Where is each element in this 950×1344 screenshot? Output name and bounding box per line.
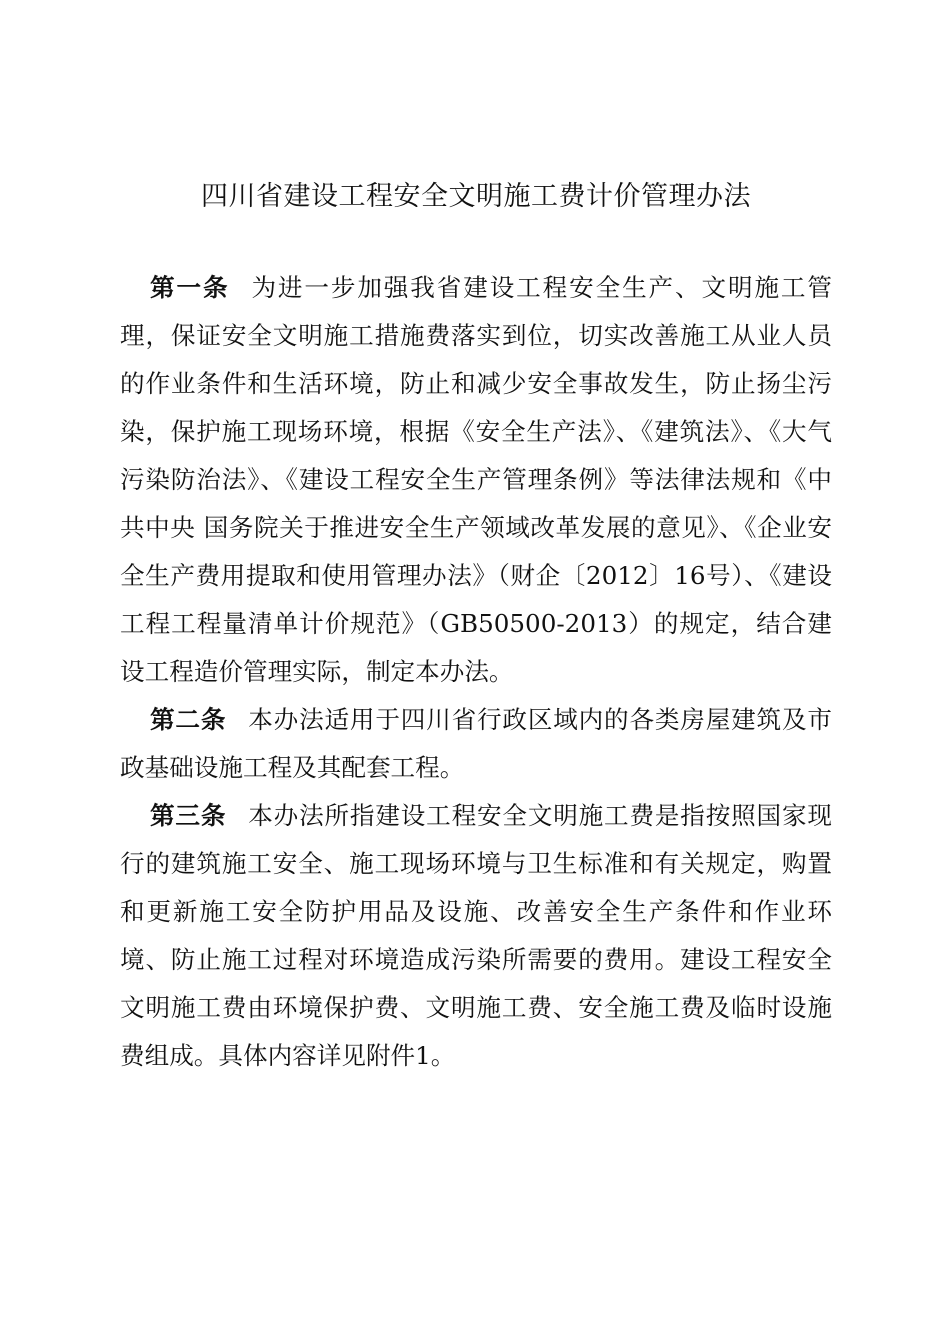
article-3-label: 第三条 bbox=[150, 801, 227, 830]
article-2-text: 本办法适用于四川省行政区域内的各类房屋建筑及市政基础设施工程及其配套工程。 bbox=[120, 705, 832, 782]
article-3 bbox=[120, 792, 832, 1080]
article-2 bbox=[120, 696, 832, 792]
article-1-text: 为进一步加强我省建设工程安全生产、文明施工管理，保证安全文明施工措施费落实到位，切实改善施工从业人员的作业条件和生活环境，防止和减少安全事故发生，防止扬尘污染，保护施工现场环境，根据《安全生产法》、《建筑法》、《大气污染防治法》、《建设工程安全生产管理条例》等法律法规和《中共中央 国务院关于推进安全生产领域改革发展的意见》、《企业安全生产费用提取和使用管理办法》（财企〔2012〕16号）、《建设工程工程量清单计价规范》（GB50500-2013）的规定，结合建设工程造价管理实际，制定本办法。 bbox=[120, 273, 832, 686]
article-1-label: 第一条 bbox=[150, 273, 230, 302]
article-1 bbox=[120, 264, 832, 696]
document-title: 四川省建设工程安全文明施工费计价管理办法 bbox=[201, 181, 751, 212]
document-body bbox=[120, 264, 832, 1080]
article-3-text: 本办法所指建设工程安全文明施工费是指按照国家现行的建筑施工安全、施工现场环境与卫生标准和有关规定，购置和更新施工安全防护用品及设施、改善安全生产条件和作业环境、防止施工过程对环境造成污染所需要的费用。建设工程安全文明施工费由环境保护费、文明施工费、安全施工费及临时设施费组成。具体内容详见附件1。 bbox=[120, 801, 832, 1070]
article-2-label: 第二条 bbox=[150, 705, 227, 734]
